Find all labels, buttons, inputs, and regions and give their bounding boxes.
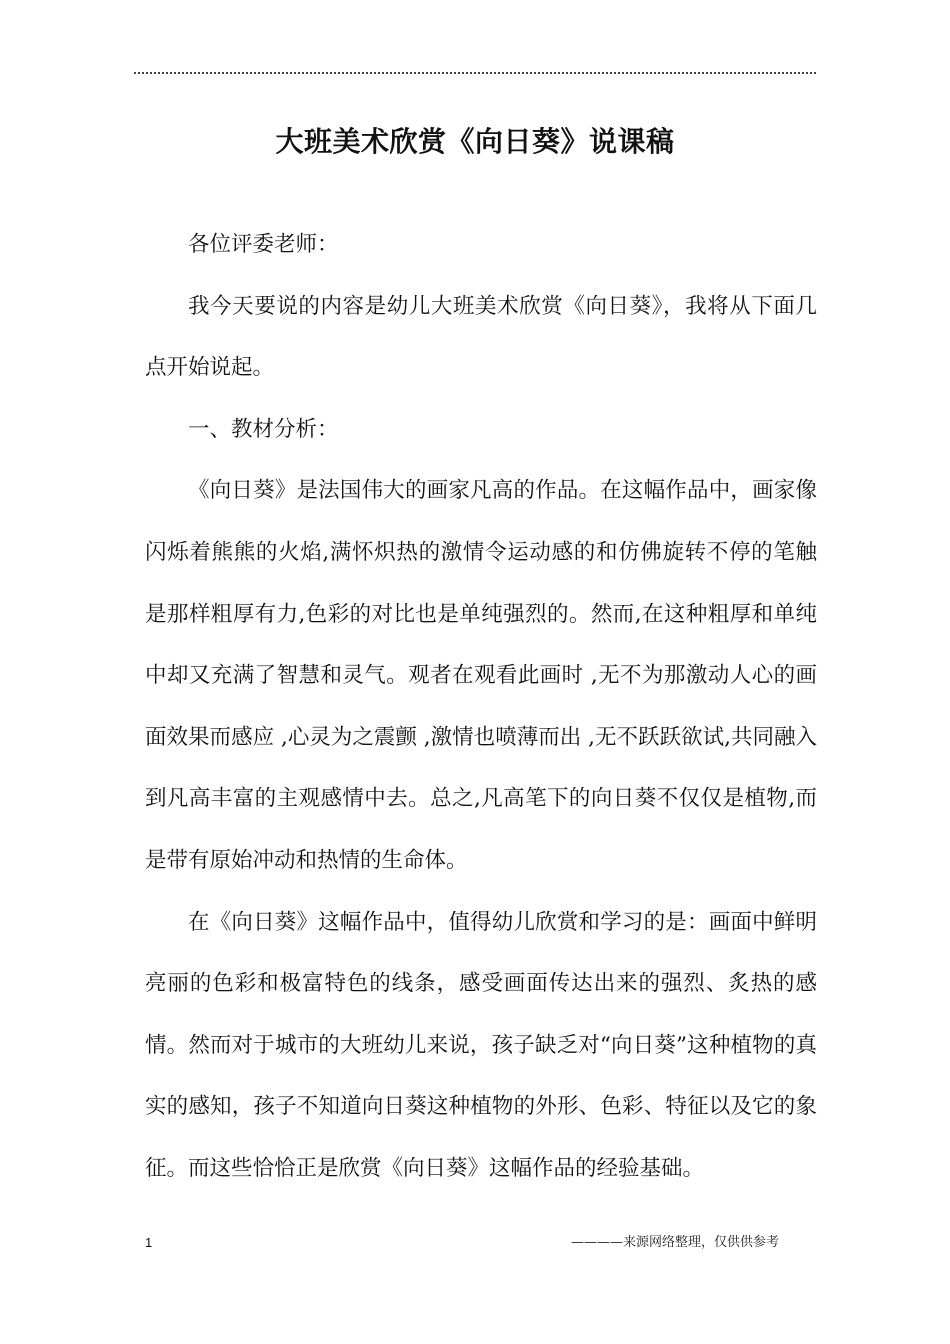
footer-source-note: ————来源网络整理，仅供供参考 xyxy=(570,1235,779,1250)
paragraph-salutation: 各位评委老师： xyxy=(188,232,339,257)
paragraph-learning-value: 在《向日葵》这幅作品中，值得幼儿欣赏和学习的是：画面中鲜明亮丽的色彩和极富特色的线条，感受画面传达出来的强烈、炙热的感情。然而对于城市的大班幼儿来说，孩子缺乏对“向日葵”这种植物的真实的感知，孩子不知道向日葵这种植物的外形、色彩、特征以及它的象征。而这些恰恰正是欣赏《向日葵》这幅作品的经验基础。 xyxy=(145,909,817,1181)
section-heading-material-analysis: 一、教材分析： xyxy=(188,416,339,442)
document-title: 大班美术欣赏《向日葵》说课稿 xyxy=(275,125,675,158)
paragraph-artwork-description: 《向日葵》是法国伟大的画家凡高的作品。在这幅作品中，画家像闪烁着熊熊的火焰,满怀炽热的激情令运动感的和仿佛旋转不停的笔触是那样粗厚有力,色彩的对比也是单纯强烈的。然而,在这种粗厚和单纯中却又充满了智慧和灵气。观者在观看此画时 ,无不为那激动人心的画面效果而感应 ,心灵为之震颤 ,激情也喷薄而出 ,无不跃跃欲试,共同融入到凡高丰富的主观感情中去。总之,凡高笔下的向日葵不仅仅是植物,而是带有原始冲动和热情的生命体。 xyxy=(145,478,817,873)
header-rule xyxy=(134,72,816,74)
document-body xyxy=(145,214,817,1200)
page-number: 1 xyxy=(145,1235,153,1250)
paragraph-intro: 我今天要说的内容是幼儿大班美术欣赏《向日葵》，我将从下面几点开始说起。 xyxy=(145,293,817,381)
